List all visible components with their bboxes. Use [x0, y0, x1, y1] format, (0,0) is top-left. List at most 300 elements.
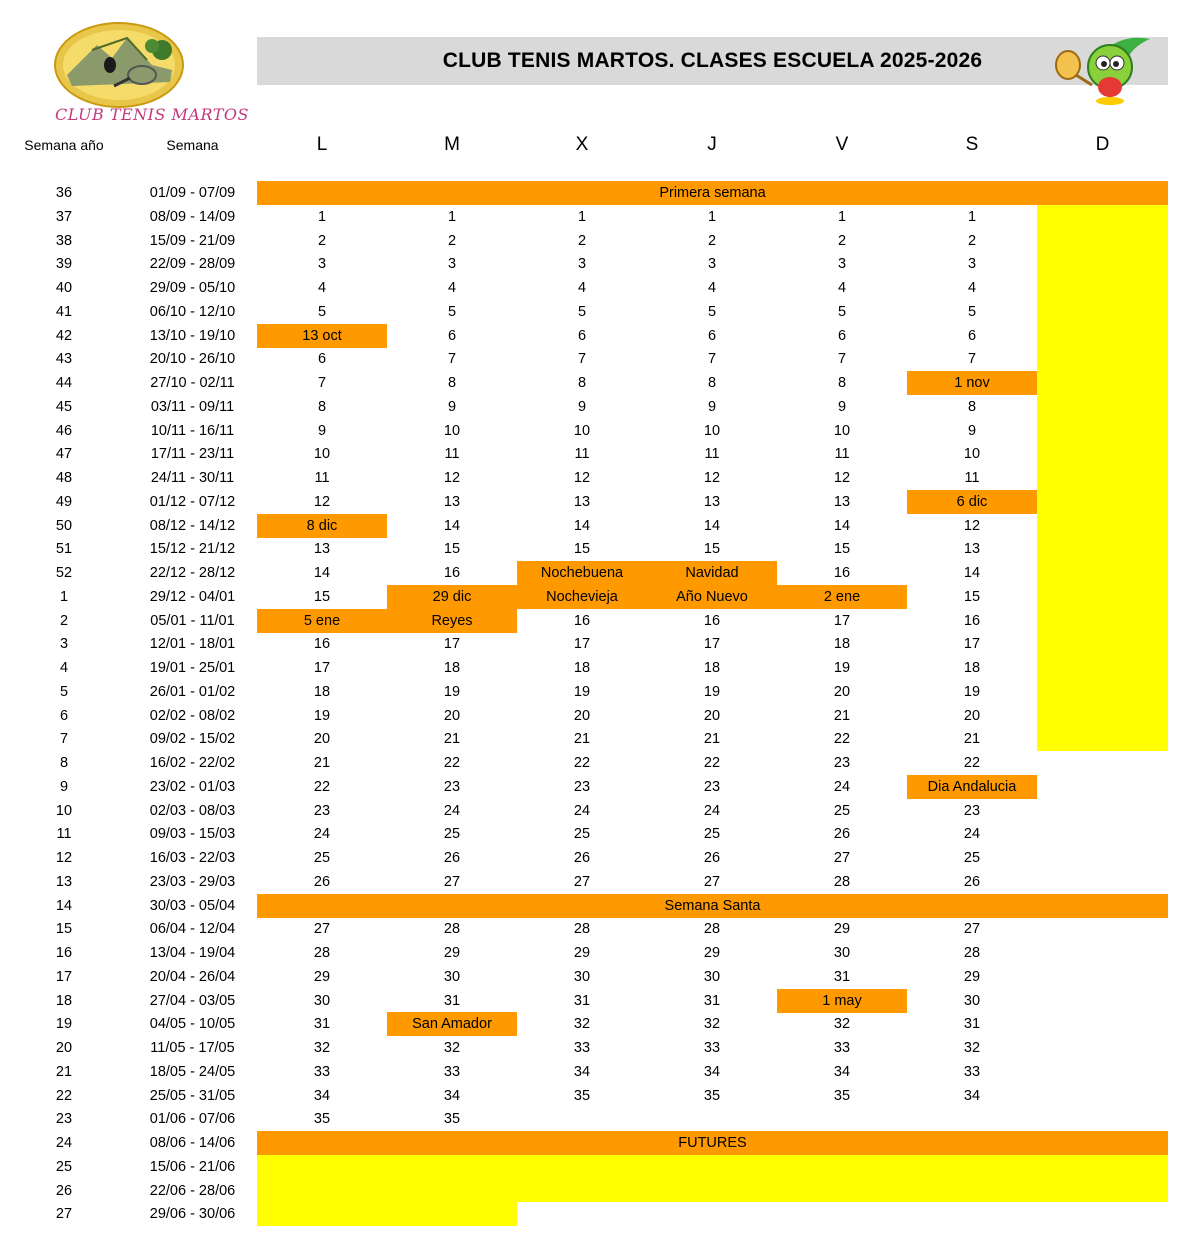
class-number-cell: 13: [443, 493, 461, 510]
class-number-cell: 2: [317, 232, 327, 249]
week-of-year: 10: [55, 802, 73, 819]
class-number-cell: 16: [313, 636, 331, 653]
class-number-cell: 17: [963, 636, 981, 653]
week-of-year: 9: [59, 778, 69, 795]
class-number-cell: 27: [703, 873, 721, 890]
week-range: 29/09 - 05/10: [149, 280, 236, 296]
class-number-cell: 29: [833, 921, 851, 938]
week-range: 15/06 - 21/06: [149, 1158, 236, 1175]
week-of-year: 16: [55, 945, 73, 961]
class-number-cell: 32: [443, 1040, 461, 1056]
class-number-cell: 22: [573, 755, 591, 771]
class-number-cell: 11: [964, 470, 980, 486]
class-number-cell: 5: [967, 303, 977, 320]
week-range: 08/09 - 14/09: [149, 208, 236, 225]
class-number-cell: 29: [573, 945, 591, 961]
class-number-cell: 33: [703, 1040, 721, 1056]
class-number-cell: 29: [443, 945, 461, 961]
week-of-year: 3: [59, 636, 69, 653]
class-number-cell: 27: [963, 921, 981, 938]
holiday-cell: Nochebuena: [517, 561, 647, 585]
class-number-cell: 31: [313, 1016, 331, 1033]
class-number-cell: 24: [573, 802, 591, 819]
col-header-week-year: Semana año: [24, 137, 104, 153]
class-number-cell: 3: [837, 256, 847, 273]
week-range: 05/01 - 11/01: [150, 612, 235, 629]
class-number-cell: 12: [573, 470, 591, 486]
class-number-cell: 4: [837, 280, 847, 296]
week-range: 27/04 - 03/05: [149, 992, 236, 1009]
week-range: 06/10 - 12/10: [149, 303, 236, 320]
class-number-cell: 8: [317, 398, 327, 415]
class-number-cell: 32: [703, 1016, 721, 1033]
class-number-cell: 20: [573, 707, 591, 724]
class-number-cell: 1: [577, 208, 587, 225]
class-number-cell: 9: [707, 398, 717, 415]
week-of-year: 18: [55, 992, 73, 1009]
class-number-cell: 15: [313, 588, 331, 605]
class-number-cell: 6: [967, 327, 977, 344]
class-number-cell: 19: [313, 707, 331, 724]
class-number-cell: 35: [833, 1087, 851, 1104]
class-number-cell: 16: [703, 612, 721, 629]
class-number-cell: 28: [443, 921, 461, 938]
week-of-year: 38: [55, 232, 73, 249]
class-number-cell: 28: [573, 921, 591, 938]
week-range: 02/03 - 08/03: [149, 802, 236, 819]
week-of-year: 2: [59, 612, 69, 629]
class-number-cell: 4: [577, 280, 587, 296]
day-header-0: L: [316, 134, 328, 155]
class-number-cell: 23: [833, 755, 851, 771]
class-number-cell: 17: [833, 612, 851, 629]
banner-row: FUTURES: [257, 1131, 1168, 1155]
week-of-year: 26: [55, 1182, 73, 1199]
week-range: 13/10 - 19/10: [149, 327, 236, 344]
class-number-cell: 24: [963, 826, 981, 843]
day-header-4: V: [835, 134, 849, 155]
class-number-cell: 12: [833, 470, 851, 486]
class-number-cell: 5: [707, 303, 717, 320]
class-number-cell: 6: [447, 327, 457, 344]
week-range: 12/01 - 18/01: [149, 636, 236, 653]
class-number-cell: 25: [573, 826, 591, 843]
class-number-cell: 30: [703, 968, 721, 985]
class-number-cell: 2: [707, 232, 717, 249]
class-number-cell: 19: [703, 683, 721, 700]
class-number-cell: 5: [837, 303, 847, 320]
class-number-cell: 7: [577, 351, 587, 368]
class-number-cell: 30: [833, 945, 851, 961]
class-number-cell: 3: [967, 256, 977, 273]
class-number-cell: 17: [703, 636, 721, 653]
week-of-year: 48: [55, 470, 73, 486]
class-number-cell: 35: [313, 1111, 331, 1128]
class-number-cell: 24: [833, 778, 851, 795]
week-range: 22/06 - 28/06: [149, 1182, 236, 1199]
class-number-cell: 14: [833, 517, 851, 534]
week-of-year: 15: [55, 921, 73, 938]
class-number-cell: 25: [443, 826, 461, 843]
class-number-cell: 28: [703, 921, 721, 938]
week-range: 17/11 - 23/11: [150, 446, 235, 463]
class-number-cell: 31: [833, 968, 851, 985]
class-number-cell: 33: [313, 1063, 331, 1080]
class-number-cell: 26: [833, 826, 851, 843]
week-range: 20/04 - 26/04: [149, 968, 236, 985]
week-of-year: 45: [55, 398, 73, 415]
class-number-cell: 10: [313, 446, 331, 463]
week-of-year: 52: [55, 565, 73, 581]
logo-text: CLUB TENIS MARTOS: [55, 105, 249, 124]
week-range: 15/12 - 21/12: [149, 541, 236, 558]
week-range: 18/05 - 24/05: [149, 1063, 236, 1080]
sunday-no-class-band: [1037, 205, 1168, 751]
week-of-year: 4: [59, 660, 69, 676]
day-header-3: J: [707, 134, 717, 155]
class-number-cell: 9: [447, 398, 457, 415]
class-number-cell: 35: [443, 1111, 461, 1128]
class-number-cell: 10: [703, 422, 721, 439]
week-of-year: 1: [59, 588, 69, 605]
holiday-cell: Navidad: [647, 561, 777, 585]
class-number-cell: 12: [443, 470, 461, 486]
class-number-cell: 11: [574, 446, 590, 463]
week-range: 01/06 - 07/06: [149, 1111, 236, 1128]
week-range: 23/02 - 01/03: [149, 778, 236, 795]
class-number-cell: 16: [963, 612, 981, 629]
week-of-year: 24: [55, 1135, 73, 1151]
class-number-cell: 25: [963, 850, 981, 866]
class-number-cell: 8: [577, 375, 587, 391]
class-number-cell: 22: [313, 778, 331, 795]
week-of-year: 25: [55, 1158, 73, 1175]
week-range: 27/10 - 02/11: [150, 375, 235, 391]
class-number-cell: 27: [313, 921, 331, 938]
class-number-cell: 1: [707, 208, 717, 225]
week-of-year: 11: [56, 826, 72, 843]
class-number-cell: 13: [573, 493, 591, 510]
day-header-2: X: [575, 134, 589, 155]
class-number-cell: 4: [707, 280, 717, 296]
week-range: 08/12 - 14/12: [149, 517, 236, 534]
class-number-cell: 31: [703, 992, 721, 1009]
class-number-cell: 33: [833, 1040, 851, 1056]
class-number-cell: 14: [313, 565, 331, 581]
class-number-cell: 31: [443, 992, 461, 1009]
class-number-cell: 32: [573, 1016, 591, 1033]
week-range: 25/05 - 31/05: [149, 1087, 236, 1104]
class-number-cell: 33: [443, 1063, 461, 1080]
class-number-cell: 7: [447, 351, 457, 368]
week-range: 01/09 - 07/09: [149, 185, 236, 201]
week-range: 30/03 - 05/04: [149, 897, 236, 914]
week-range: 06/04 - 12/04: [149, 921, 236, 938]
class-number-cell: 16: [833, 565, 851, 581]
week-of-year: 19: [55, 1016, 73, 1033]
class-number-cell: 2: [967, 232, 977, 249]
class-number-cell: 29: [313, 968, 331, 985]
class-number-cell: 21: [833, 707, 851, 724]
week-of-year: 8: [59, 755, 69, 771]
class-number-cell: 20: [703, 707, 721, 724]
week-of-year: 50: [55, 517, 73, 534]
week-of-year: 7: [59, 731, 69, 748]
class-number-cell: 35: [573, 1087, 591, 1104]
class-number-cell: 20: [833, 683, 851, 700]
class-number-cell: 21: [573, 731, 591, 748]
week-of-year: 21: [55, 1063, 73, 1080]
class-number-cell: 18: [443, 660, 461, 676]
class-number-cell: 7: [317, 375, 327, 391]
class-number-cell: 7: [707, 351, 717, 368]
week-range: 26/01 - 01/02: [149, 683, 236, 700]
week-range: 01/12 - 07/12: [149, 493, 236, 510]
week-range: 09/02 - 15/02: [149, 731, 236, 748]
class-number-cell: 1: [447, 208, 457, 225]
class-number-cell: 18: [573, 660, 591, 676]
class-number-cell: 9: [967, 422, 977, 439]
class-number-cell: 22: [703, 755, 721, 771]
class-number-cell: 6: [317, 351, 327, 368]
class-number-cell: 34: [963, 1087, 981, 1104]
class-number-cell: 30: [313, 992, 331, 1009]
class-number-cell: 17: [313, 660, 331, 676]
holiday-cell: 2 ene: [777, 585, 907, 609]
class-number-cell: 15: [703, 541, 721, 558]
class-number-cell: 31: [963, 1016, 981, 1033]
week-of-year: 20: [55, 1040, 73, 1056]
class-number-cell: 15: [573, 541, 591, 558]
week-of-year: 27: [55, 1206, 73, 1223]
week-range: 10/11 - 16/11: [150, 422, 235, 439]
week-range: 11/05 - 17/05: [150, 1040, 235, 1056]
class-number-cell: 21: [963, 731, 981, 748]
class-number-cell: 33: [963, 1063, 981, 1080]
class-number-cell: 11: [444, 446, 460, 463]
class-number-cell: 6: [707, 327, 717, 344]
class-number-cell: 32: [963, 1040, 981, 1056]
class-number-cell: 33: [573, 1040, 591, 1056]
week-of-year: 44: [55, 375, 73, 391]
class-number-cell: 19: [833, 660, 851, 676]
banner-row: Semana Santa: [257, 894, 1168, 918]
week-of-year: 46: [55, 422, 73, 439]
class-number-cell: 13: [703, 493, 721, 510]
week-range: 04/05 - 10/05: [149, 1016, 236, 1033]
week-of-year: 6: [59, 707, 69, 724]
class-number-cell: 10: [833, 422, 851, 439]
class-number-cell: 13: [833, 493, 851, 510]
week-of-year: 36: [55, 185, 73, 201]
class-number-cell: 25: [833, 802, 851, 819]
class-number-cell: 4: [447, 280, 457, 296]
week-of-year: 42: [55, 327, 73, 344]
class-number-cell: 7: [837, 351, 847, 368]
class-number-cell: 6: [837, 327, 847, 344]
class-number-cell: 14: [573, 517, 591, 534]
class-number-cell: 19: [573, 683, 591, 700]
class-number-cell: 6: [577, 327, 587, 344]
class-number-cell: 20: [443, 707, 461, 724]
week-range: 13/04 - 19/04: [149, 945, 236, 961]
class-number-cell: 7: [967, 351, 977, 368]
week-of-year: 17: [55, 968, 73, 985]
class-number-cell: 26: [703, 850, 721, 866]
banner-row: Primera semana: [257, 181, 1168, 205]
class-number-cell: 11: [704, 446, 720, 463]
class-number-cell: 26: [313, 873, 331, 890]
class-number-cell: 15: [833, 541, 851, 558]
class-number-cell: 14: [703, 517, 721, 534]
class-number-cell: 5: [577, 303, 587, 320]
day-header-1: M: [444, 134, 460, 155]
day-header-6: D: [1095, 134, 1110, 155]
week-of-year: 37: [55, 208, 73, 225]
class-number-cell: 24: [313, 826, 331, 843]
class-number-cell: 14: [443, 517, 461, 534]
class-number-cell: 3: [577, 256, 587, 273]
class-number-cell: 11: [314, 470, 330, 486]
week-range: 03/11 - 09/11: [150, 398, 235, 415]
class-number-cell: 8: [707, 375, 717, 391]
class-number-cell: 25: [703, 826, 721, 843]
class-number-cell: 3: [447, 256, 457, 273]
class-number-cell: 35: [703, 1087, 721, 1104]
class-number-cell: 8: [447, 375, 457, 391]
class-number-cell: 27: [443, 873, 461, 890]
page-title: CLUB TENIS MARTOS. CLASES ESCUELA 2025-2026: [442, 49, 983, 72]
class-number-cell: 3: [707, 256, 717, 273]
class-number-cell: 1: [837, 208, 847, 225]
class-number-cell: 28: [833, 873, 851, 890]
class-number-cell: 15: [963, 588, 981, 605]
class-number-cell: 13: [313, 541, 331, 558]
class-number-cell: 15: [443, 541, 461, 558]
class-number-cell: 8: [837, 375, 847, 391]
holiday-cell: Nochevieja: [517, 585, 647, 609]
holiday-cell: 13 oct: [257, 324, 387, 348]
week-range: 02/02 - 08/02: [149, 707, 236, 724]
week-of-year: 51: [55, 541, 73, 558]
class-number-cell: 22: [963, 755, 981, 771]
class-number-cell: 10: [573, 422, 591, 439]
week-range: 20/10 - 26/10: [149, 351, 236, 368]
holiday-cell: 6 dic: [907, 490, 1037, 514]
class-number-cell: 29: [703, 945, 721, 961]
col-header-week: Semana: [166, 137, 219, 153]
week-range: 29/06 - 30/06: [149, 1206, 236, 1223]
class-number-cell: 16: [573, 612, 591, 629]
week-of-year: 23: [55, 1111, 73, 1128]
class-number-cell: 5: [317, 303, 327, 320]
week-range: 29/12 - 04/01: [149, 588, 236, 605]
class-number-cell: 18: [313, 683, 331, 700]
class-number-cell: 22: [443, 755, 461, 771]
holiday-cell: Dia Andalucia: [907, 775, 1037, 799]
class-number-cell: 2: [447, 232, 457, 249]
class-number-cell: 30: [963, 992, 981, 1009]
holiday-cell: 5 ene: [257, 609, 387, 633]
class-number-cell: 20: [313, 731, 331, 748]
class-number-cell: 10: [443, 422, 461, 439]
class-number-cell: 23: [963, 802, 981, 819]
week-of-year: 39: [55, 256, 73, 273]
class-number-cell: 23: [573, 778, 591, 795]
class-number-cell: 18: [703, 660, 721, 676]
class-number-cell: 23: [703, 778, 721, 795]
class-number-cell: 21: [313, 755, 331, 771]
class-number-cell: 30: [573, 968, 591, 985]
class-number-cell: 13: [963, 541, 981, 558]
class-number-cell: 8: [967, 398, 977, 415]
class-number-cell: 21: [443, 731, 461, 748]
week-range: 24/11 - 30/11: [150, 470, 235, 486]
week-of-year: 22: [55, 1087, 73, 1104]
class-number-cell: 14: [963, 565, 981, 581]
class-number-cell: 9: [577, 398, 587, 415]
week-of-year: 14: [55, 897, 73, 914]
class-number-cell: 4: [967, 280, 977, 296]
class-number-cell: 9: [837, 398, 847, 415]
class-number-cell: 11: [834, 446, 850, 463]
summer-no-class-band: [257, 1155, 1168, 1203]
class-number-cell: 1: [967, 208, 977, 225]
class-number-cell: 24: [443, 802, 461, 819]
class-number-cell: 27: [573, 873, 591, 890]
holiday-cell: 1 may: [777, 989, 907, 1013]
week-of-year: 43: [55, 351, 73, 368]
week-range: 22/09 - 28/09: [149, 256, 236, 273]
class-number-cell: 24: [703, 802, 721, 819]
week-of-year: 12: [55, 850, 73, 866]
class-number-cell: 34: [703, 1063, 721, 1080]
class-number-cell: 20: [963, 707, 981, 724]
class-number-cell: 18: [963, 660, 981, 676]
class-number-cell: 16: [443, 565, 461, 581]
class-number-cell: 10: [963, 446, 981, 463]
class-number-cell: 28: [313, 945, 331, 961]
class-number-cell: 22: [833, 731, 851, 748]
class-number-cell: 17: [443, 636, 461, 653]
holiday-cell: 1 nov: [907, 371, 1037, 395]
week-range: 16/02 - 22/02: [149, 755, 236, 771]
class-number-cell: 2: [837, 232, 847, 249]
tennis-ball-mascot-icon: [1050, 35, 1158, 105]
class-number-cell: 23: [443, 778, 461, 795]
week-of-year: 13: [55, 873, 73, 890]
class-number-cell: 25: [313, 850, 331, 866]
class-number-cell: 26: [963, 873, 981, 890]
holiday-cell: 8 dic: [257, 514, 387, 538]
class-number-cell: 4: [317, 280, 327, 296]
week-range: 23/03 - 29/03: [149, 873, 236, 890]
class-number-cell: 21: [703, 731, 721, 748]
class-number-cell: 23: [313, 802, 331, 819]
class-number-cell: 12: [703, 470, 721, 486]
week-range: 15/09 - 21/09: [149, 232, 236, 249]
class-number-cell: 34: [313, 1087, 331, 1104]
class-number-cell: 31: [573, 992, 591, 1009]
class-number-cell: 19: [963, 683, 981, 700]
class-number-cell: 12: [963, 517, 981, 534]
class-number-cell: 1: [317, 208, 327, 225]
holiday-cell: San Amador: [387, 1012, 517, 1036]
holiday-cell: 29 dic: [387, 585, 517, 609]
week-range: 08/06 - 14/06: [149, 1135, 236, 1151]
class-number-cell: 34: [833, 1063, 851, 1080]
class-number-cell: 29: [963, 968, 981, 985]
